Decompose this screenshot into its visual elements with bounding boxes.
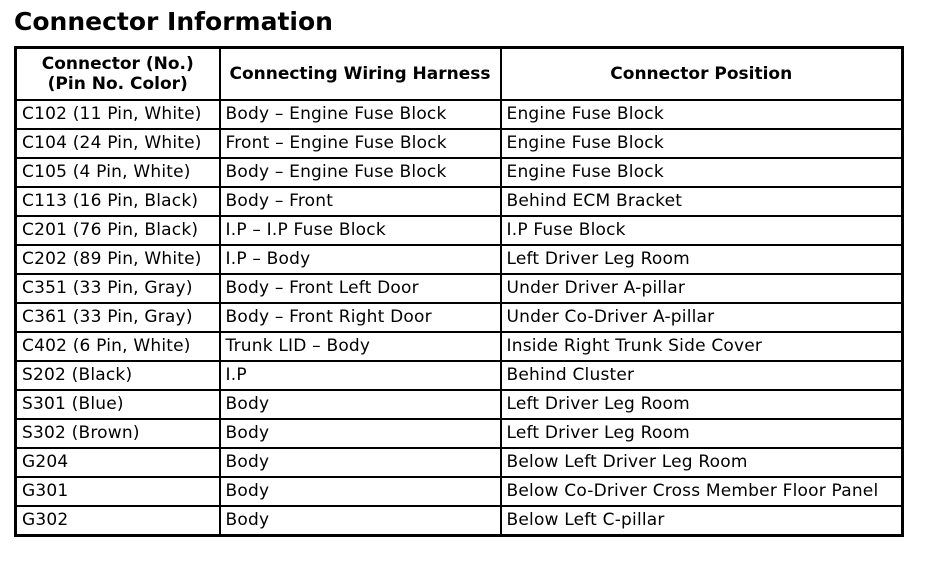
cell-connector: C351 (33 Pin, Gray) (16, 274, 220, 303)
cell-position: Left Driver Leg Room (501, 245, 903, 274)
table-row (16, 100, 903, 129)
cell-harness: Body – Front (220, 187, 501, 216)
cell-position: Below Left C-pillar (501, 506, 903, 536)
cell-position: Left Driver Leg Room (501, 390, 903, 419)
cell-connector: C104 (24 Pin, White) (16, 129, 220, 158)
cell-harness: Front – Engine Fuse Block (220, 129, 501, 158)
table-row (16, 361, 903, 390)
table-row (16, 187, 903, 216)
cell-harness: Body (220, 506, 501, 536)
cell-harness: Body – Engine Fuse Block (220, 158, 501, 187)
cell-harness: Body (220, 419, 501, 448)
cell-harness: I.P – I.P Fuse Block (220, 216, 501, 245)
cell-connector: C201 (76 Pin, Black) (16, 216, 220, 245)
cell-connector: C113 (16 Pin, Black) (16, 187, 220, 216)
connector-table (14, 46, 904, 537)
cell-position: Engine Fuse Block (501, 158, 903, 187)
table-row (16, 303, 903, 332)
cell-position: Left Driver Leg Room (501, 419, 903, 448)
table-row (16, 390, 903, 419)
table-row (16, 477, 903, 506)
cell-position: Engine Fuse Block (501, 129, 903, 158)
cell-harness: Body – Front Right Door (220, 303, 501, 332)
cell-connector: G301 (16, 477, 220, 506)
table-row (16, 216, 903, 245)
table-row (16, 332, 903, 361)
cell-connector: S202 (Black) (16, 361, 220, 390)
cell-connector: S301 (Blue) (16, 390, 220, 419)
cell-harness: Body (220, 448, 501, 477)
cell-connector: G302 (16, 506, 220, 536)
cell-connector: S302 (Brown) (16, 419, 220, 448)
page-title: Connector Information (14, 7, 333, 36)
table-header-row (16, 48, 903, 101)
table-row (16, 129, 903, 158)
table-row (16, 158, 903, 187)
table-row (16, 245, 903, 274)
header-position: Connector Position (501, 48, 903, 101)
header-connector-line1: Connector (No.) (41, 54, 194, 74)
cell-harness: Body (220, 477, 501, 506)
cell-position: Below Left Driver Leg Room (501, 448, 903, 477)
cell-position: Behind Cluster (501, 361, 903, 390)
cell-position: Under Co-Driver A-pillar (501, 303, 903, 332)
cell-harness: Body (220, 390, 501, 419)
cell-position: Engine Fuse Block (501, 100, 903, 129)
cell-position: Behind ECM Bracket (501, 187, 903, 216)
table-row (16, 448, 903, 477)
table-row (16, 506, 903, 536)
cell-position: I.P Fuse Block (501, 216, 903, 245)
header-connector (16, 48, 220, 101)
table-row (16, 419, 903, 448)
cell-position: Below Co-Driver Cross Member Floor Panel (501, 477, 903, 506)
table-body (16, 100, 903, 536)
cell-harness: Trunk LID – Body (220, 332, 501, 361)
cell-position: Under Driver A-pillar (501, 274, 903, 303)
cell-connector: C102 (11 Pin, White) (16, 100, 220, 129)
cell-connector: C202 (89 Pin, White) (16, 245, 220, 274)
cell-harness: I.P (220, 361, 501, 390)
header-connector-line2: (Pin No. Color) (47, 74, 188, 94)
header-harness: Connecting Wiring Harness (220, 48, 501, 101)
cell-connector: C402 (6 Pin, White) (16, 332, 220, 361)
cell-connector: C361 (33 Pin, Gray) (16, 303, 220, 332)
cell-harness: Body – Front Left Door (220, 274, 501, 303)
table-row (16, 274, 903, 303)
cell-connector: C105 (4 Pin, White) (16, 158, 220, 187)
cell-harness: I.P – Body (220, 245, 501, 274)
cell-harness: Body – Engine Fuse Block (220, 100, 501, 129)
cell-connector: G204 (16, 448, 220, 477)
cell-position: Inside Right Trunk Side Cover (501, 332, 903, 361)
